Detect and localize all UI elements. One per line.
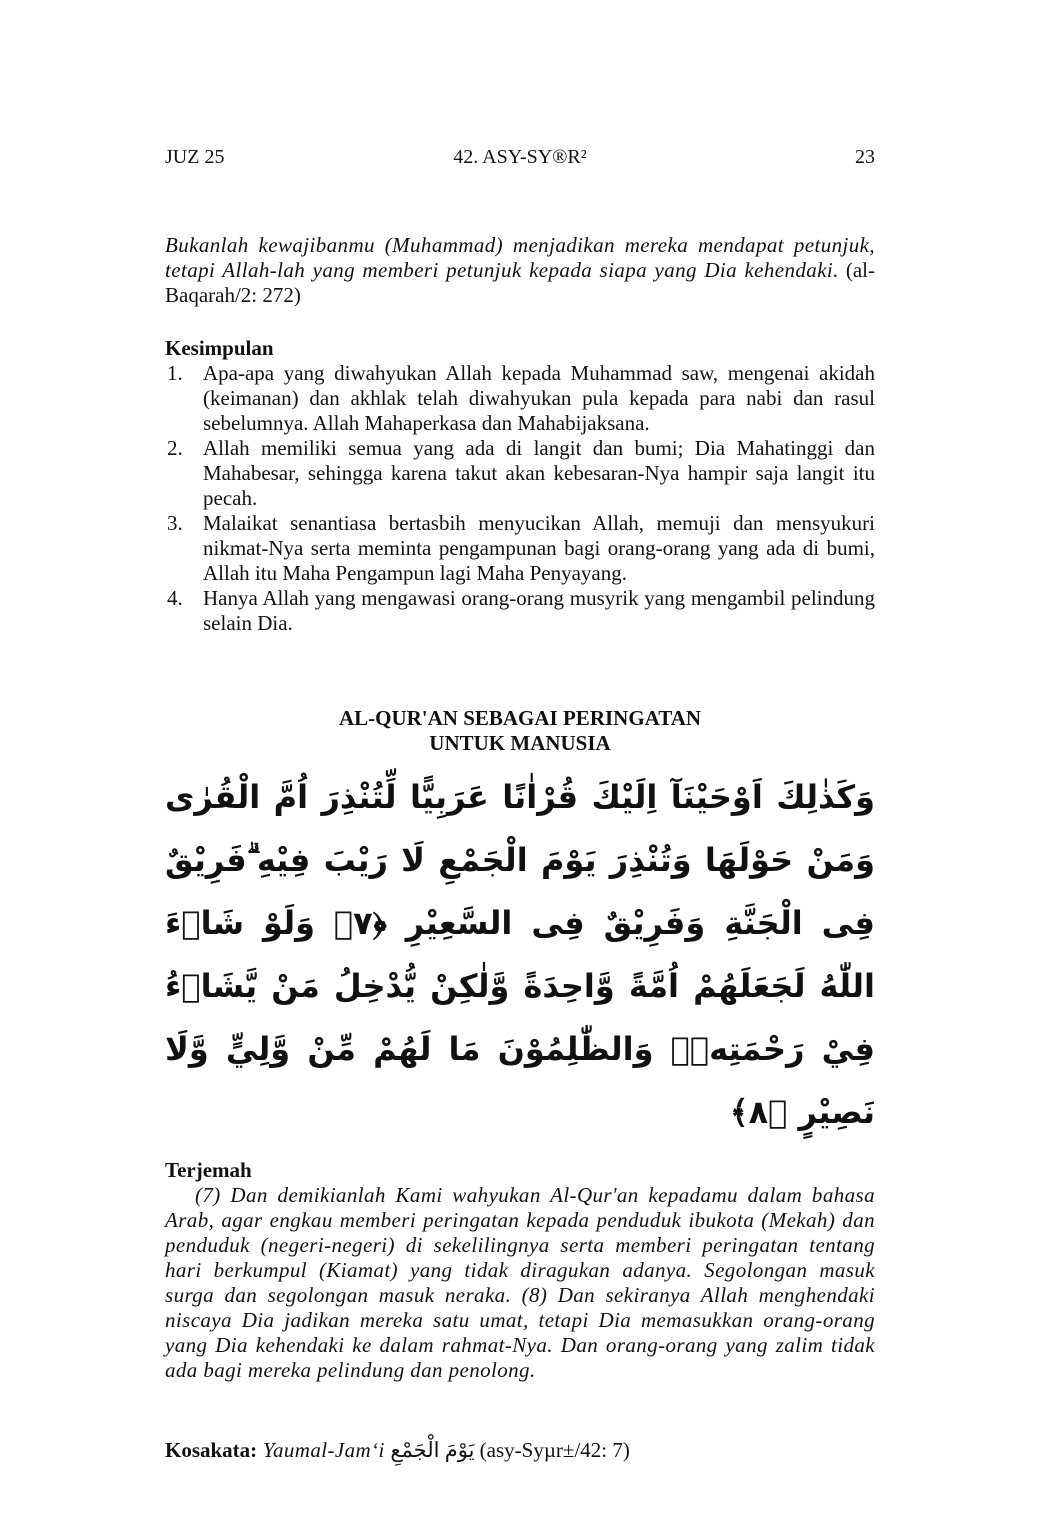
item-number: 2.	[167, 436, 183, 460]
list-item	[165, 361, 875, 436]
item-number: 4.	[167, 586, 183, 610]
quote-reference: (al-Baqarah/2: 272)	[165, 258, 875, 307]
kosakata-line	[165, 1438, 875, 1463]
item-text: Allah memiliki semua yang ada di langit dan bumi; Dia Mahatinggi dan Mahabesar, sehingga karena takut akan kebesaran-Nya hampir saja langit itu pecah.	[203, 436, 875, 510]
item-number: 1.	[167, 361, 183, 385]
item-text: Apa-apa yang diwahyukan Allah kepada Muhammad saw, mengenai akidah (keimanan) dan akhlak telah diwahyukan pula kepada para nabi dan rasul sebelumnya. Allah Mahaperkasa dan Mahabijaksana.	[203, 361, 875, 435]
section-title	[165, 706, 875, 756]
item-text: Hanya Allah yang mengawasi orang-orang musyrik yang mengambil pelindung selain Dia.	[203, 586, 875, 635]
kosakata-reference: (asy-Syµr±/42: 7)	[474, 1438, 630, 1462]
terjemah-section	[165, 1158, 875, 1383]
item-text: Malaikat senantiasa bertasbih menyucikan Allah, memuji dan mensyukuri nikmat-Nya serta meminta pengampunan bagi orang-orang yang ada di bumi, Allah itu Maha Pengampun lagi Maha Penyayang.	[203, 511, 875, 585]
kosakata-term: Yaumal-Jam‘i	[257, 1438, 391, 1462]
kosakata-label: Kosakata:	[165, 1438, 258, 1462]
surah-title: 42. ASY-SY®R²	[453, 146, 587, 168]
arabic-verse: وَكَذٰلِكَ اَوْحَيْنَآ اِلَيْكَ قُرْاٰنًا عَرَبِيًّا لِّتُنْذِرَ اُمَّ الْقُرٰى وَمَنْ حَوْلَهَا وَتُنْذِرَ يَوْمَ الْجَمْعِ لَا رَيْبَ فِيْهِ ۗفَرِيْقٌ فِى الْجَنَّةِ وَفَرِيْقٌ فِى السَّعِيْرِ ﴿٧﴾ وَلَوْ شَاۤءَ اللّٰهُ لَجَعَلَهُمْ اُمَّةً وَّاحِدَةً وَّلٰكِنْ يُّدْخِلُ مَنْ يَّشَاۤءُ فِيْ رَحْمَتِهٖۗ وَالظّٰلِمُوْنَ مَا لَهُمْ مِّنْ وَّلِيٍّ وَّلَا نَصِيْرٍ ﴿٨﴾	[165, 778, 875, 1131]
quote-text: Bukanlah kewajibanmu (Muhammad) menjadikan mereka mendapat petunjuk, tetapi Allah-lah yang memberi petunjuk kepada siapa yang Dia kehendaki.	[165, 233, 875, 282]
list-item	[165, 586, 875, 636]
section-title-line1: AL-QUR'AN SEBAGAI PERINGATAN	[338, 706, 702, 730]
juz-label: JUZ 25	[165, 146, 225, 168]
page-header	[165, 145, 875, 170]
kosakata-arabic: يَوْمَ الْجَمْعِ	[390, 1438, 475, 1462]
item-number: 3.	[167, 511, 183, 535]
page-number: 23	[855, 146, 875, 168]
list-item	[165, 511, 875, 586]
terjemah-text: (7) Dan demikianlah Kami wahyukan Al-Qur'an kepadamu dalam bahasa Arab, agar engkau memberi peringatan kepada penduduk ibukota (Mekah) dan penduduk (negeri-negeri) di sekelilingnya serta memberi peringatan tentang hari berkumpul (Kiamat) yang tidak diragukan adanya. Segolongan masuk surga dan segolongan masuk neraka. (8) Dan sekiranya Allah menghendaki niscaya Dia jadikan mereka satu umat, tetapi Dia memasukkan orang-orang yang Dia kehendaki ke dalam rahmat-Nya. Dan orang-orang yang zalim tidak ada bagi mereka pelindung dan penolong.	[165, 1183, 875, 1382]
list-item	[165, 436, 875, 511]
section-title-line2: UNTUK MANUSIA	[429, 731, 611, 755]
kesimpulan-list	[165, 361, 875, 636]
kesimpulan-section	[165, 336, 875, 636]
kesimpulan-heading: Kesimpulan	[165, 336, 274, 360]
quote-paragraph	[165, 233, 875, 308]
terjemah-heading: Terjemah	[165, 1158, 252, 1182]
